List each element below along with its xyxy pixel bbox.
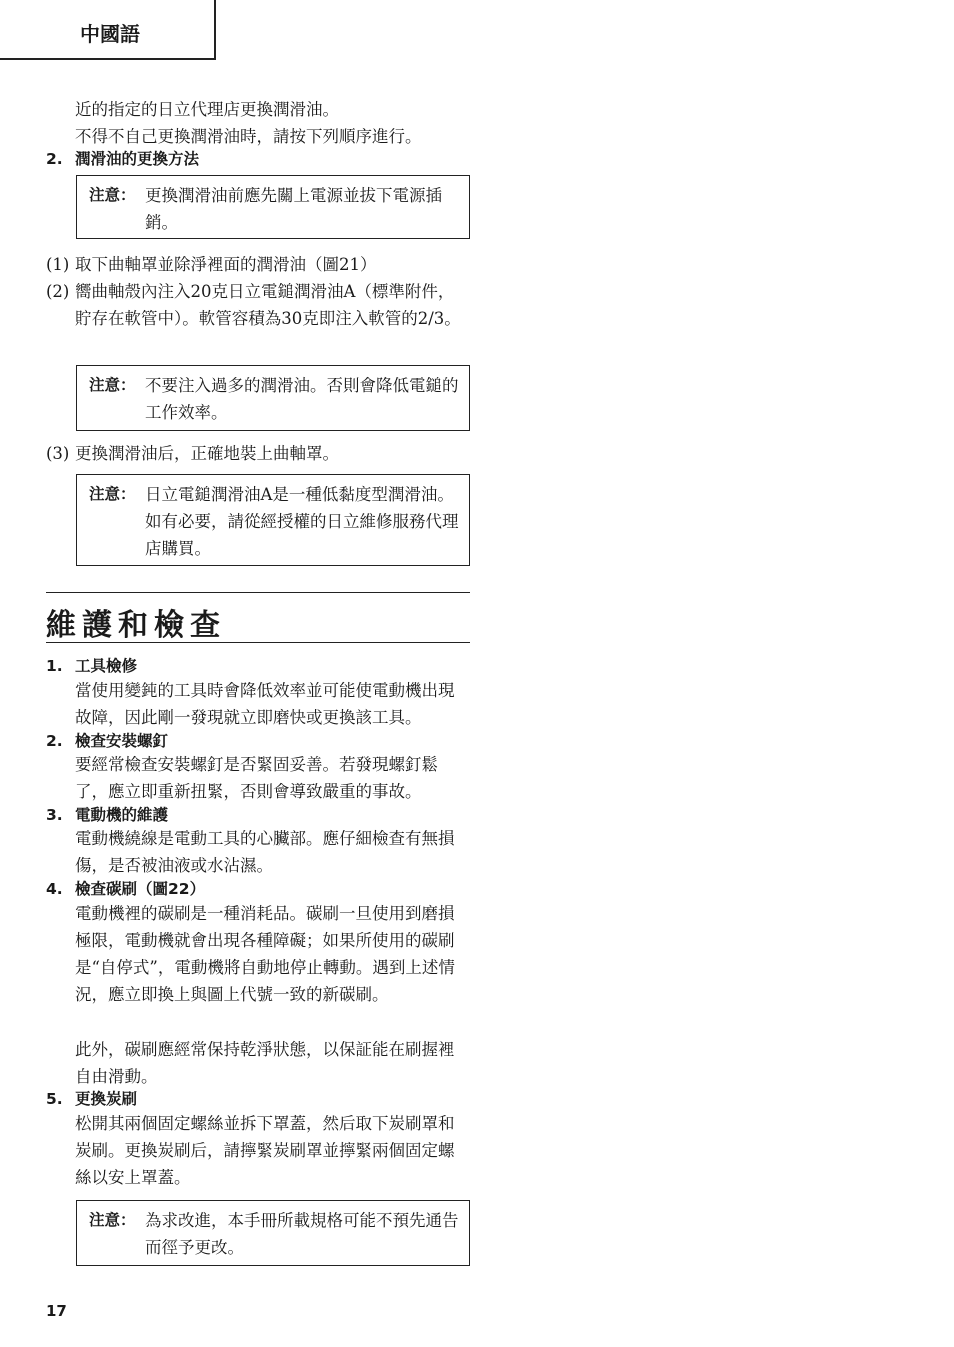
note-label: 注意： [89, 376, 136, 394]
intro-line-1: 近的指定的日立代理店更換潤滑油。 [75, 100, 339, 119]
item-5-text: 松開其兩個固定螺絲並拆下罩蓋，然后取下炭刷罩和炭刷。更換炭刷后，請擰緊炭刷罩並擰緊兩個固定螺絲以安上罩蓋。 [75, 1114, 455, 1187]
note-label: 注意： [89, 485, 136, 503]
item-title: 更換炭刷 [75, 1090, 138, 1108]
item-3-text: 電動機繞線是電動工具的心臟部。應仔細檢查有無損傷，是否被油液或水沾濕。 [75, 829, 455, 875]
item-number: 2. [46, 732, 63, 750]
step-text: 嚮曲軸殼內注入20克日立電鎚潤滑油A（標準附件，貯存在軟管中）。軟管容積為30克即注入軟管的2/3。 [75, 282, 461, 328]
item-title: 工具檢修 [75, 657, 138, 675]
lube-heading-title: 潤滑油的更換方法 [75, 150, 200, 168]
note-text: 不要注入過多的潤滑油。否則會降低電鎚的工作效率。 [145, 376, 459, 422]
step-text: 取下曲軸罩並除淨裡面的潤滑油（圖21） [75, 255, 377, 274]
item-4-text: 電動機裡的碳刷是一種消耗品。碳刷一旦使用到磨損極限，電動機就會出現各種障礙；如果所使用的碳刷是“自停式”，電動機將自動地停止轉動。遇到上述情況，應立即換上與圖上代號一致的新碳刷。 [75, 904, 455, 1004]
note-box-overfill [76, 365, 470, 431]
section-rule-bottom [46, 642, 470, 643]
step-text: 更換潤滑油后，正確地裝上曲軸罩。 [75, 444, 339, 463]
note-box-power [76, 175, 470, 239]
note-label: 注意： [89, 1211, 136, 1229]
note-text: 日立電鎚潤滑油A是一種低黏度型潤滑油。如有必要，請從經授權的日立維修服務代理店購買。 [145, 485, 459, 558]
section-rule-top [46, 592, 470, 593]
item-number: 5. [46, 1090, 63, 1108]
note-box-specs [76, 1200, 470, 1266]
item-2-text: 要經常檢查安裝螺釘是否緊固妥善。若發現螺釘鬆了，應立即重新扭緊，否則會導致嚴重的事故。 [75, 755, 438, 801]
note-label: 注意： [89, 186, 136, 204]
section-title: 維護和檢查 [46, 608, 226, 643]
item-title: 檢查安裝螺釘 [75, 732, 169, 750]
item-4-text-2: 此外，碳刷應經常保持乾淨狀態，以保証能在刷握裡自由滑動。 [75, 1040, 455, 1086]
language-label: 中國語 [80, 22, 140, 46]
note-text: 更換潤滑油前應先關上電源並拔下電源插銷。 [145, 186, 442, 232]
item-title: 電動機的維護 [75, 806, 169, 824]
item-number: 3. [46, 806, 63, 824]
note-text: 為求改進，本手冊所載規格可能不預先通告而徑予更改。 [145, 1211, 459, 1257]
page-number: 17 [46, 1302, 67, 1320]
language-tab [0, 0, 216, 60]
intro-line-2: 不得不自己更換潤滑油時，請按下列順序進行。 [75, 127, 422, 146]
step-number: (1) [46, 255, 70, 274]
step-number: (2) [46, 282, 70, 301]
item-number: 1. [46, 657, 63, 675]
note-box-grease [76, 474, 470, 566]
lube-heading-number: 2. [46, 150, 63, 168]
item-number: 4. [46, 880, 63, 898]
step-number: (3) [46, 444, 70, 463]
item-title: 檢查碳刷（圖22） [75, 880, 206, 898]
item-1-text: 當使用變鈍的工具時會降低效率並可能使電動機出現故障，因此剛一發現就立即磨快或更換該工具。 [75, 681, 455, 727]
